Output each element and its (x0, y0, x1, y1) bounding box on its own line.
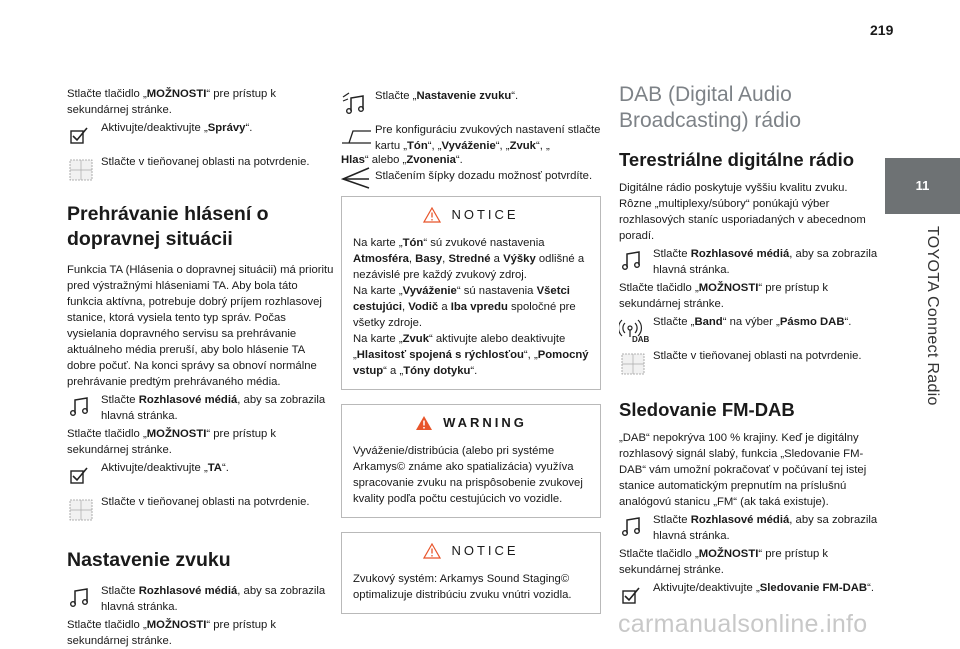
fm-dab-toggle-step: Aktivujte/deaktivujte „Sledovanie FM-DAB“. (619, 580, 879, 612)
watermark: carmanualsonline.info (618, 610, 868, 638)
terrestrial-heading: Terestriálne digitálne rádio (619, 149, 855, 170)
dab-icon-label: DAB (632, 335, 650, 343)
warning-triangle-icon (415, 415, 433, 431)
tab-configure-cont: Hlas“ alebo „Zvonenia“. (341, 154, 463, 166)
notice-title-1: NOTICE (353, 197, 589, 235)
warning-box (341, 404, 601, 518)
music-note-icon (67, 395, 91, 419)
shaded-area-icon (67, 497, 95, 523)
fm-dab-heading: Sledovanie FM-DAB (619, 399, 795, 420)
shaded-area-icon (67, 157, 95, 183)
confirm-step-1: Stlačte v tieňovanej oblasti na potvrdenie. (67, 154, 335, 186)
radio-media-step: Stlačte Rozhlasové médiá, aby sa zobrazila hlavná stránka. (67, 392, 335, 424)
page-number: 219 (870, 22, 894, 38)
options-instruction-5: Stlačte tlačidlo „MOŽNOSTI“ pre prístup k sekundárnej stránke. (619, 548, 829, 576)
shaded-area-icon (619, 351, 647, 377)
back-arrow-icon (341, 166, 371, 190)
checkbox-icon (67, 123, 93, 145)
sound-settings-heading: Nastavenie zvuku (67, 549, 231, 571)
checkbox-icon (67, 463, 93, 485)
column-3 (619, 83, 879, 614)
column-2 (341, 86, 601, 628)
checkbox-icon (619, 583, 645, 605)
chapter-number: 11 (915, 178, 930, 193)
confirm-step-2: Stlačte v tieňovanej oblasti na potvrdenie. (67, 494, 335, 526)
column-1 (67, 86, 335, 649)
dab-heading: DAB (Digital Audio Broadcasting) rádio (619, 83, 802, 132)
dab-radio-icon (619, 317, 653, 343)
options-instruction-3: Stlačte tlačidlo „MOŽNOSTI“ pre prístup k sekundárnej stránke. (67, 619, 277, 647)
options-instruction-4: Stlačte tlačidlo „MOŽNOSTI“ pre prístup k sekundárnej stránke. (619, 282, 829, 310)
notice-box-1 (341, 196, 601, 390)
radio-media-step-2: Stlačte Rozhlasové médiá, aby sa zobrazila hlavná stránka. (67, 583, 335, 615)
terrestrial-body: Digitálne rádio poskytuje vyššiu kvalitu zvuku. Rôzne „multiplexy/súbory“ ponúkajú výber rozhlasových staníc usporiadaných v abecednom poradí. (619, 182, 866, 242)
options-instruction-2: Stlačte tlačidlo „MOŽNOSTI“ pre prístup k sekundárnej stránke. (67, 428, 277, 456)
traffic-heading: Prehrávanie hlásení o dopravnej situácii (67, 203, 269, 250)
fm-dab-body: „DAB“ nepokrýva 100 % krajiny. Keď je digitálny rozhlasový signál slabý, funkcia „Sledovanie FM-DAB“ vám umožní pokračovať v počúvaní tej istej stanice automatickým prepnutím na príslušnú analógovú stanicu „FM“ (ak taká existuje). (619, 432, 867, 508)
notice-box-2 (341, 532, 601, 614)
tab-icon (341, 125, 373, 147)
warning-triangle-icon (423, 543, 441, 559)
notice-text-1: Na karte „Tón“ sú zvukové nastavenia Atmosféra, Basy, Stredné a Výšky odlišné a nezávislé pre každý zvukový zdroj. Na karte „Vyváženie“ sú nastavenia Všetci cestujúci, Vodič a Iba vpredu spoločné pre všetky zdroje. Na karte „Zvuk“ aktivujte alebo deaktivujte „Hlasitosť spojená s rýchlosťou“, „Pomocný vstup“ a „Tóny dotyku“. (353, 237, 589, 377)
chapter-title: TOYOTA Connect Radio (924, 226, 941, 406)
band-step: DAB Stlačte „Band“ na výber „Pásmo DAB“. (619, 314, 879, 346)
warning-triangle-icon (423, 207, 441, 223)
music-note-icon (67, 586, 91, 610)
options-instruction: Stlačte tlačidlo „MOŽNOSTI“ pre prístup k sekundárnej stránke. (67, 88, 277, 116)
warning-text: Vyváženie/distribúcia (alebo pri systéme Arkamys© známe ako spatializácia) využíva spracovanie zvuku na prispôsobenie zvukovej kvality podľa počtu cestujúcich vo vozidle. (353, 445, 583, 505)
chapter-tab (885, 158, 960, 214)
tab-configure-step: Pre konfiguráciu zvukových nastavení stlačte kartu „Tón“, „Vyváženie“, „Zvuk“, „ (341, 122, 601, 154)
radio-media-step-4: Stlačte Rozhlasové médiá, aby sa zobrazila hlavná stránka. (619, 512, 879, 544)
traffic-body: Funkcia TA (Hlásenia o dopravnej situácii) má prioritu pred výstražnými hláseniami TA. Aby bola táto funkcia aktívna, potrebuje dobrý príjem rozhlasovej stanice, ktorá vysiela tento typ správ. Počas vysielania dopravného servisu sa prehrávanie aktuálneho média preruší, aby bolo hlásenie TA dobre počuť. Na konci správy sa obnoví normálne prehrávanie predtým prehrávaného média. (67, 264, 334, 388)
confirm-step-3: Stlačte v tieňovanej oblasti na potvrdenie. (619, 348, 879, 380)
music-settings-icon (341, 91, 369, 117)
notice-text-2: Zvukový systém: Arkamys Sound Staging© optimalizuje distribúciu zvuku vnútri vozidla. (353, 573, 572, 601)
music-note-icon (619, 515, 643, 539)
back-arrow-step: Stlačením šípky dozadu možnosť potvrdíte. (341, 152, 601, 184)
notice-title-2: NOTICE (353, 533, 589, 571)
warning-title: WARNING (353, 405, 589, 443)
sound-settings-step: Stlačte „Nastavenie zvuku“. (341, 88, 601, 120)
music-note-icon (619, 249, 643, 273)
radio-media-step-3: Stlačte Rozhlasové médiá, aby sa zobrazila hlavná stránka. (619, 246, 879, 278)
ta-toggle-step: Aktivujte/deaktivujte „TA“. (67, 460, 335, 492)
messages-toggle-step: Aktivujte/deaktivujte „Správy“. (67, 120, 335, 152)
